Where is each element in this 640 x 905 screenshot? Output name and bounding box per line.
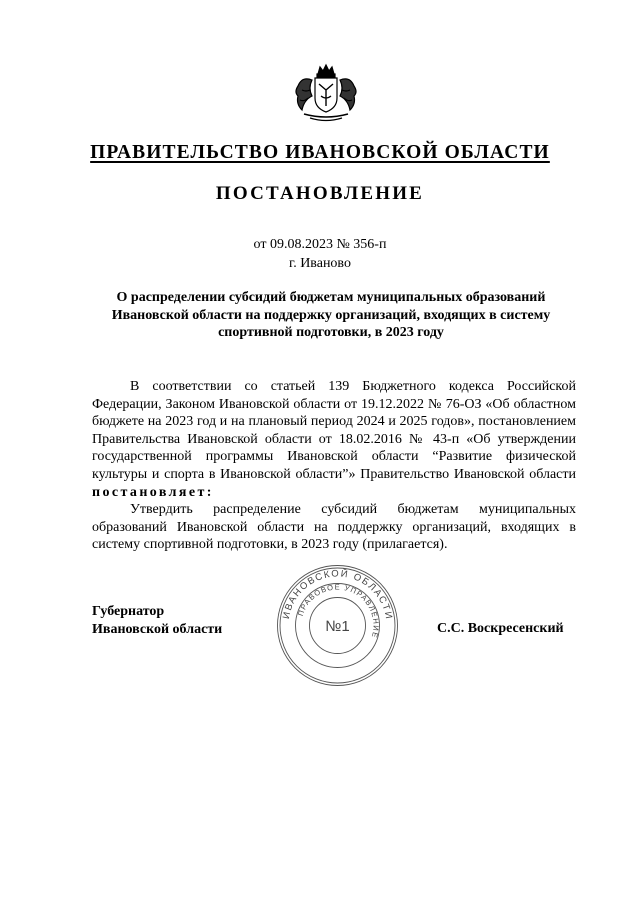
body-paragraph-1-text: В соответствии со статьей 139 Бюджетного кодекса Российской Федерации, Законом Ивановской области от 19.12.2022 № 76-ОЗ «Об областном бюджете на 2023 год и на плановый период 2024 и 2025 годов», постановлением Правительства Ивановской области от 18.02.2016 № 43-п «Об утверждении государственной программы Ивановской области “Развитие физической культуры и спорта в Ивановской области”» Правительство Ивановской области [92, 379, 576, 482]
signatory-position-line-2: Ивановской области [92, 622, 223, 637]
document-type-heading: ПОСТАНОВЛЕНИЕ [215, 183, 425, 204]
signatory-position [92, 603, 222, 639]
document-date-number: от 09.08.2023 № 356-п [253, 237, 387, 252]
body-paragraph-1 [92, 378, 576, 501]
signatory-name: С.С. Воскресенский [437, 621, 564, 636]
coat-of-arms-icon [290, 62, 362, 124]
resolution-verb: постановляет: [92, 484, 214, 500]
document-subject: О распределении субсидий бюджетам муниципальных образований Ивановской области на поддержку организаций, входящих в систему спортивной подготовки, в 2023 году [111, 290, 551, 340]
stamp-outer-text: ИВАНОВСКОЙ ОБЛАСТИ [280, 568, 395, 622]
stamp-center-number: №1 [325, 618, 350, 635]
organization-title: ПРАВИТЕЛЬСТВО ИВАНОВСКОЙ ОБЛАСТИ [90, 142, 550, 163]
signatory-position-line-1: Губернатор [92, 604, 165, 619]
document-body [92, 378, 576, 554]
stamp-inner-text: ПРАВОВОЕ УПРАВЛЕНИЕ [295, 582, 381, 640]
official-stamp [275, 563, 400, 688]
document-city: г. Иваново [289, 256, 351, 271]
body-paragraph-2: Утвердить распределение субсидий бюджетам муниципальных образований Ивановской области на поддержку организаций, входящих в систему спортивной подготовки, в 2023 году (прилагается). [92, 502, 576, 553]
